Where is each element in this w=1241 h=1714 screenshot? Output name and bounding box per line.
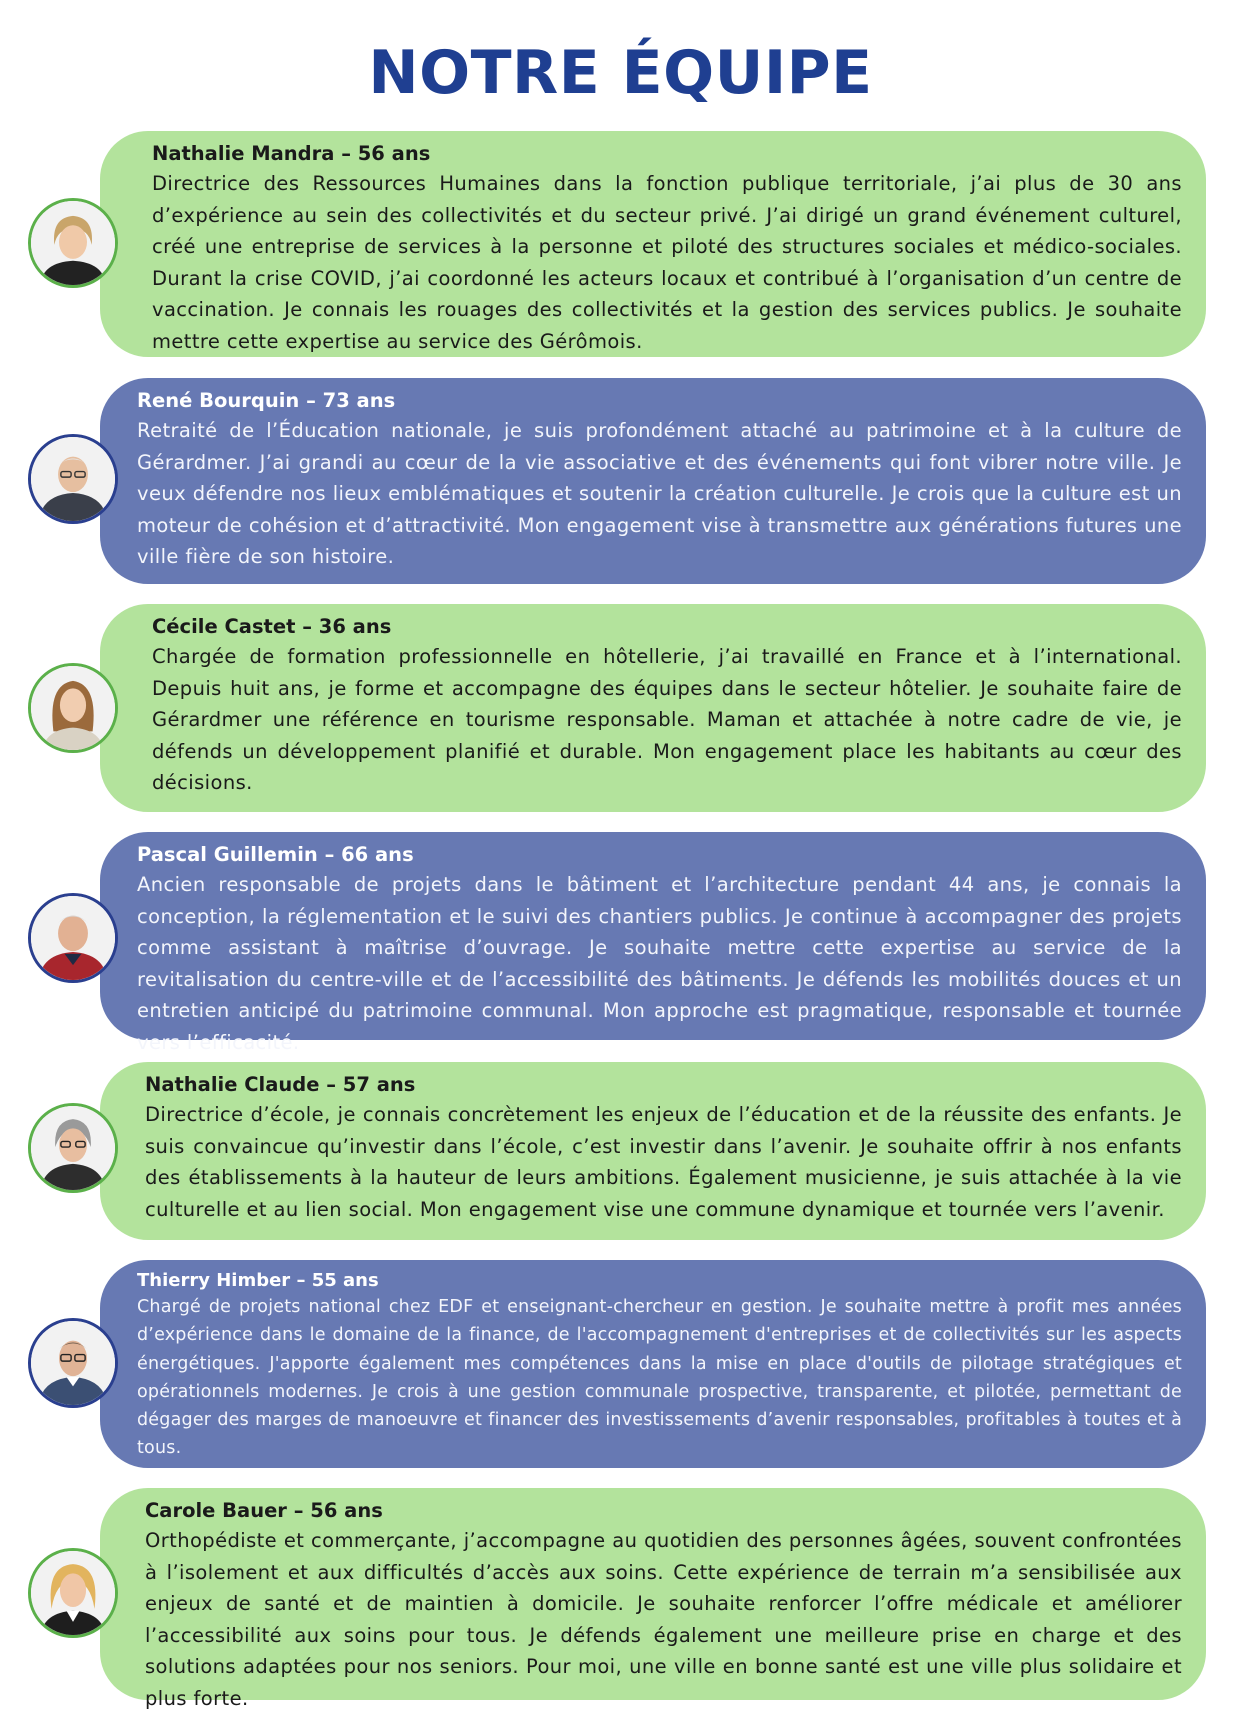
member-card-pascal-guillemin xyxy=(100,832,1206,1054)
portrait-photo xyxy=(28,1318,118,1408)
member-bio: Chargé de projets national chez EDF et enseignant-chercheur en gestion. Je souhaite mettre à profit mes années d’expérience dans le domaine de la finance, de l'accompagnement d'entreprises et de collectivités sur les aspects énergétiques. J'apporte également mes compétences dans la mise en place d'outils de pilotage stratégiques et opérationnels modernes. Je crois à une gestion communale prospective, transparente, et pilotée, permettant de dégager des marges de manoeuvre et financer des investissements d’avenir responsables, profitables à toutes et à tous. xyxy=(137,1297,1182,1459)
member-card-nathalie-claude xyxy=(100,1062,1206,1240)
member-name: Pascal Guillemin – 66 ans xyxy=(137,843,414,866)
portrait-photo xyxy=(28,1103,118,1193)
portrait-photo xyxy=(28,434,118,524)
portrait-photo xyxy=(28,893,118,983)
portrait-photo xyxy=(28,663,118,753)
member-name: Thierry Himber – 55 ans xyxy=(137,1270,379,1291)
member-card-rene-bourquin xyxy=(100,378,1206,584)
member-name: Carole Bauer – 56 ans xyxy=(145,1499,383,1522)
member-bio: Orthopédiste et commerçante, j’accompagne au quotidien des personnes âgées, souvent confrontées à l’isolement et aux difficultés d’accès aux soins. Cette expérience de terrain m’a sensibilisée aux enjeux de santé et de maintien à domicile. Je souhaite renforcer l’offre médicale et améliorer l’accessibilité aux soins pour tous. Je défends également une meilleure prise en charge et des solutions adaptées pour nos seniors. Pour moi, une ville en bonne santé est une ville plus solidaire et plus forte. xyxy=(145,1529,1182,1710)
portrait-photo xyxy=(28,1548,118,1638)
member-bio: Retraité de l’Éducation nationale, je suis profondément attaché au patrimoine et à la culture de Gérardmer. J’ai grandi au cœur de la vie associative et des événements qui font vibrer notre ville. Je veux défendre nos lieux emblématiques et soutenir la création culturelle. Je crois que la culture est un moteur de cohésion et d’attractivité. Mon engagement vise à transmettre aux générations futures une ville fière de son histoire. xyxy=(137,419,1182,568)
member-card-carole-bauer xyxy=(100,1488,1206,1710)
member-bio: Directrice des Ressources Humaines dans la fonction publique territoriale, j’ai plus de 30 ans d’expérience au sein des collectivités et du secteur privé. J’ai dirigé un grand événement culturel, créé une entreprise de services à la personne et piloté des structures sociales et médico-sociales. Durant la crise COVID, j’ai coordonné les acteurs locaux et contribué à l’organisation d’un centre de vaccination. Je connais les rouages des collectivités et la gestion des services publics. Je souhaite mettre cette expertise au service des Gérômois. xyxy=(152,172,1182,353)
member-name: Nathalie Mandra – 56 ans xyxy=(152,142,431,165)
page-title: NOTRE ÉQUIPE xyxy=(368,38,873,108)
member-name: Cécile Castet – 36 ans xyxy=(152,615,392,638)
portrait-photo xyxy=(28,198,118,288)
member-name: Nathalie Claude – 57 ans xyxy=(145,1073,416,1096)
member-name: René Bourquin – 73 ans xyxy=(137,389,396,412)
member-bio: Chargée de formation professionnelle en hôtellerie, j’ai travaillé en France et à l’international. Depuis huit ans, je forme et accompagne des équipes dans le secteur hôtelier. Je souhaite faire de Gérardmer une référence en tourisme responsable. Maman et attachée à notre cadre de vie, je défends un développement planifié et durable. Mon engagement place les habitants au cœur des décisions. xyxy=(152,645,1182,794)
member-card-thierry-himber xyxy=(100,1260,1206,1468)
member-card-nathalie-mandra xyxy=(100,131,1206,357)
member-card-cecile-castet xyxy=(100,604,1206,812)
member-bio: Ancien responsable de projets dans le bâtiment et l’architecture pendant 44 ans, je connais la conception, la réglementation et le suivi des chantiers publics. Je continue à accompagner des projets comme assistant à maîtrise d’ouvrage. Je souhaite mettre cette expertise au service de la revitalisation du centre-ville et de l’accessibilité des bâtiments. Je défends les mobilités douces et un entretien anticipé du patrimoine communal. Mon approche est pragmatique, responsable et tournée vers l’efficacité. xyxy=(137,873,1182,1054)
member-bio: Directrice d’école, je connais concrètement les enjeux de l’éducation et de la réussite des enfants. Je suis convaincue qu’investir dans l’école, c’est investir dans l’avenir. Je souhaite offrir à nos enfants des établissements à la hauteur de leurs ambitions. Également musicienne, je suis attachée à la vie culturelle et au lien social. Mon engagement vise une commune dynamique et tournée vers l’avenir. xyxy=(145,1103,1182,1221)
